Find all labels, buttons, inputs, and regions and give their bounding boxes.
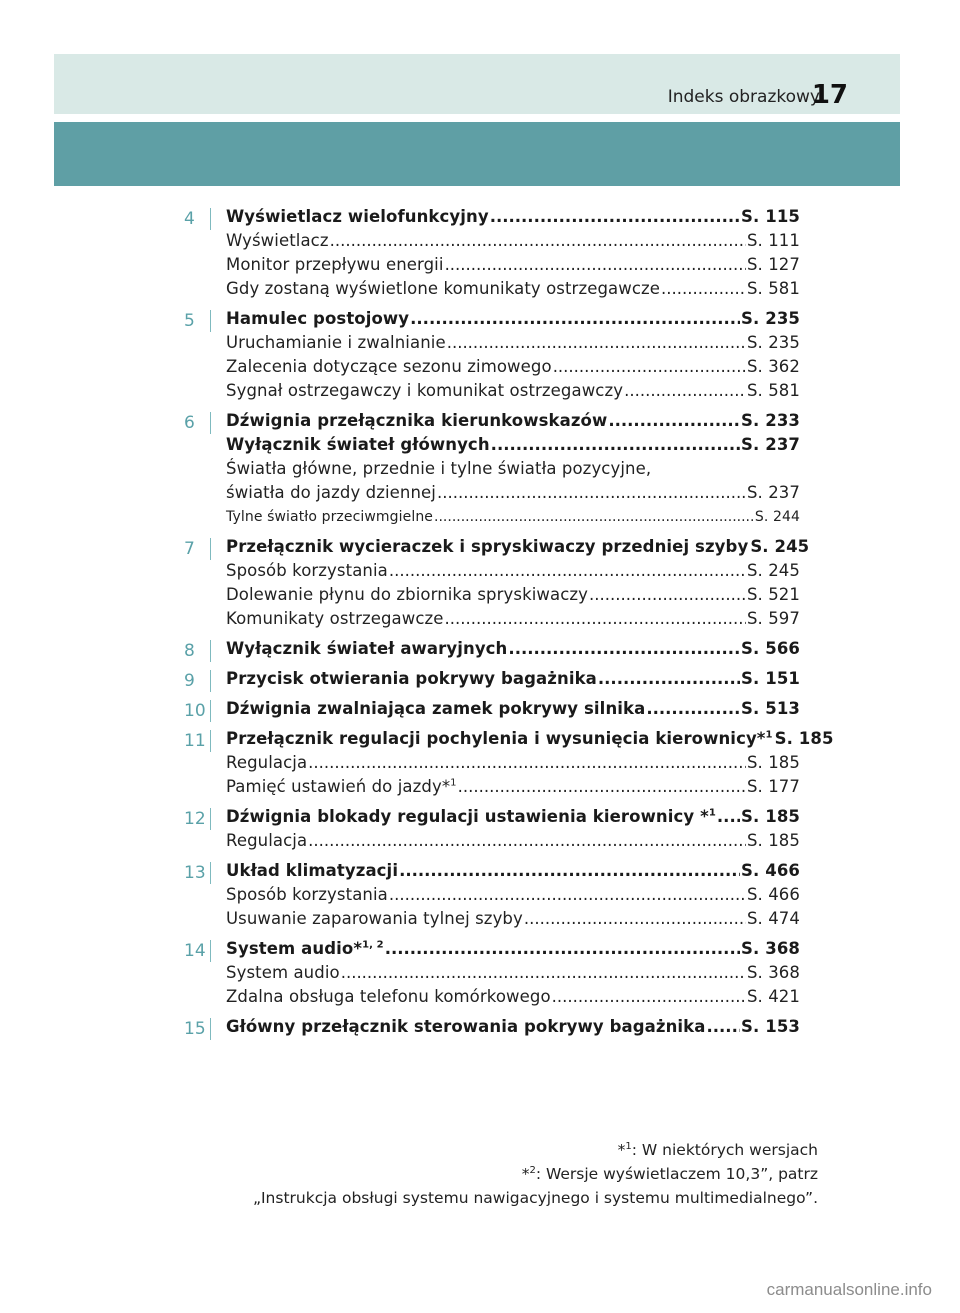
footnote-reference: 1 [708, 807, 716, 819]
entry-label-text: Hamulec postojowy [226, 309, 410, 328]
entry-label-text: Główny przełącznik sterowania pokrywy bagażnika [226, 1017, 706, 1036]
page-reference: S. 237 [746, 483, 800, 502]
leader-dots [552, 985, 746, 1009]
entry-number: 6 [184, 412, 211, 434]
entry-number: 13 [184, 862, 211, 884]
page-reference: S. 151 [741, 669, 800, 688]
page-reference: S. 597 [746, 609, 800, 628]
header-color-band [54, 122, 900, 186]
entry-label [226, 607, 444, 631]
entry-number: 12 [184, 808, 211, 830]
page-reference: S. 244 [754, 509, 800, 525]
index-entry [184, 535, 810, 631]
leader-dots [646, 697, 740, 721]
entry-label-text: Sposób korzystania [226, 885, 388, 904]
leader-dots [458, 775, 746, 799]
page-reference: S. 111 [746, 231, 800, 250]
entry-subitem-row [190, 751, 800, 775]
leader-dots [308, 751, 746, 775]
leader-dots [341, 961, 746, 985]
leader-dots [508, 637, 740, 661]
entry-subitem-row [190, 331, 800, 355]
page-reference: S. 237 [741, 435, 800, 454]
leader-dots [308, 829, 746, 853]
leader-dots [491, 433, 740, 457]
page-reference: S. 185 [746, 753, 800, 772]
entry-heading-row [190, 805, 800, 829]
entry-label-text: Tylne światło przeciwmgielne [226, 509, 434, 525]
entry-label-text: Wyłącznik świateł głównych [226, 435, 490, 454]
leader-dots [598, 667, 740, 691]
entry-heading-row [190, 1015, 800, 1039]
leader-dots [445, 253, 746, 277]
entry-label [226, 229, 329, 253]
entry-label [226, 253, 444, 277]
entry-heading-row [190, 535, 810, 559]
entry-label-text: Wyświetlacz wielofunkcyjny [226, 207, 489, 226]
entry-label [226, 1015, 706, 1039]
page-reference: S. 421 [746, 987, 800, 1006]
entry-label-text: Komunikaty ostrzegawcze [226, 609, 444, 628]
entry-label [226, 409, 607, 433]
entry-label [226, 355, 552, 379]
index-entry [184, 667, 800, 691]
footnote-reference: 1 [765, 729, 773, 741]
entry-subitem-row [190, 607, 800, 631]
leader-dots [447, 331, 746, 355]
entry-label [226, 883, 388, 907]
entry-subitem-row [190, 829, 800, 853]
watermark: carmanualsonline.info [766, 1280, 932, 1299]
entry-number: 14 [184, 940, 211, 962]
entry-number: 15 [184, 1018, 211, 1040]
page-reference: S. 368 [741, 939, 800, 958]
entry-label [226, 205, 489, 229]
entry-subitem-row [190, 457, 800, 481]
entry-label [226, 727, 773, 751]
entry-label [226, 697, 645, 721]
index-entry [184, 937, 800, 1009]
page-reference: S. 521 [746, 585, 800, 604]
entry-label-text: Uruchamianie i zwalnianie [226, 333, 446, 352]
entry-number: 10 [184, 700, 211, 722]
footnote-reference: 1, 2 [362, 939, 384, 951]
entry-subitem-row [190, 775, 800, 799]
footnote-2-continuation: „Instrukcja obsługi systemu nawigacyjnego i systemu multimedialnego”. [252, 1189, 818, 1207]
entry-label-text: Monitor przepływu energii [226, 255, 444, 274]
index-entry [184, 637, 800, 661]
entry-heading-row [190, 697, 800, 721]
page-reference: S. 368 [746, 963, 800, 982]
leader-dots [399, 859, 740, 883]
entry-number: 7 [184, 538, 211, 560]
entry-label [226, 433, 490, 457]
leader-dots [490, 205, 740, 229]
page-reference: S. 235 [741, 309, 800, 328]
entry-label [226, 331, 446, 355]
page-reference: S. 466 [741, 861, 800, 880]
entry-label-text: Regulacja [226, 753, 308, 772]
entry-number: 5 [184, 310, 211, 332]
entry-label [226, 637, 507, 661]
page-reference: S. 581 [746, 279, 800, 298]
entry-label-text: Zalecenia dotyczące sezonu zimowego [226, 357, 552, 376]
page-reference: S. 474 [746, 909, 800, 928]
entry-label-text: Układ klimatyzacji [226, 861, 399, 880]
entry-heading-row [190, 307, 800, 331]
index-entry [184, 409, 800, 529]
leader-dots [434, 505, 754, 529]
leader-dots [553, 355, 746, 379]
entry-subitem-row [190, 277, 800, 301]
leader-dots [624, 379, 746, 403]
entry-label [226, 667, 597, 691]
page-reference: S. 185 [741, 807, 800, 826]
entry-subitem-row [190, 253, 800, 277]
entry-label [226, 535, 748, 559]
leader-dots [661, 277, 746, 301]
leader-dots [437, 481, 746, 505]
page-reference: S. 185 [746, 831, 800, 850]
entry-label-text: Wyświetlacz [226, 231, 329, 250]
page-reference: S. 362 [746, 357, 800, 376]
leader-dots [707, 1015, 741, 1039]
index-entry [184, 307, 800, 403]
entry-label [226, 583, 588, 607]
entry-label [226, 859, 398, 883]
index-entry [184, 1015, 800, 1039]
entry-label-text: Przełącznik regulacji pochylenia i wysunięcia kierownicy* [226, 729, 766, 748]
entry-heading-row [190, 727, 834, 751]
entry-label-text: Regulacja [226, 831, 308, 850]
entry-subitem-row [190, 907, 800, 931]
index-entry [184, 205, 800, 301]
page-reference: S. 581 [746, 381, 800, 400]
entry-label-text: światła do jazdy dziennej [226, 483, 436, 502]
footnote-reference: 1 [450, 777, 457, 789]
entry-heading-row [190, 409, 800, 433]
entry-label [226, 751, 307, 775]
leader-dots [717, 805, 740, 829]
entry-subitem-row [190, 229, 800, 253]
leader-dots [389, 559, 746, 583]
page-reference: S. 185 [774, 729, 834, 748]
entry-number: 9 [184, 670, 211, 692]
page-reference: S. 235 [746, 333, 800, 352]
entry-label [226, 481, 436, 505]
entry-label-text: Sygnał ostrzegawczy i komunikat ostrzegawczy [226, 381, 624, 400]
entry-heading-row [190, 637, 800, 661]
page-reference: S. 115 [741, 207, 800, 226]
entry-label [226, 459, 651, 478]
leader-dots [608, 409, 740, 433]
entry-label-text: Światła główne, przednie i tylne światła pozycyjne, [226, 459, 652, 478]
leader-dots [524, 907, 746, 931]
entry-subitem-row [190, 985, 800, 1009]
entry-label-text: Zdalna obsługa telefonu komórkowego [226, 987, 551, 1006]
entry-subitem-row [190, 355, 800, 379]
page-reference: S. 127 [746, 255, 800, 274]
entry-label-text: Przełącznik wycieraczek i spryskiwaczy przedniej szyby [226, 537, 749, 556]
footnote-1: *$^1$: W niektórych wersjach [617, 1140, 818, 1159]
entry-subitem-row [190, 559, 800, 583]
entry-label [226, 985, 551, 1009]
index-entry [184, 697, 800, 721]
entry-label-text: Dźwignia blokady regulacji ustawienia kierownicy * [226, 807, 709, 826]
index-entry [184, 805, 800, 853]
footnote-2: *$^2$: Wersje wyświetlaczem 10,3”, patrz [521, 1164, 818, 1183]
page-reference: S. 466 [746, 885, 800, 904]
entry-number: 4 [184, 208, 211, 230]
leader-dots [410, 307, 740, 331]
entry-label-text: Przycisk otwierania pokrywy bagażnika [226, 669, 597, 688]
entry-label [226, 829, 307, 853]
entry-heading-row [190, 205, 800, 229]
entry-subitem-row [190, 583, 800, 607]
entry-label-text: Dźwignia przełącznika kierunkowskazów [226, 411, 608, 430]
section-title: Indeks obrazkowy [667, 87, 820, 107]
page-reference: S. 153 [741, 1017, 800, 1036]
entry-subitem-row [190, 505, 800, 529]
page-reference: S. 245 [746, 561, 800, 580]
entry-label [226, 937, 384, 961]
entry-label-text: Gdy zostaną wyświetlone komunikaty ostrzegawcze [226, 279, 661, 298]
entry-label [226, 505, 433, 529]
index-entry [184, 859, 800, 931]
entry-heading-row [190, 667, 800, 691]
entry-subitem-row [190, 883, 800, 907]
entry-label [226, 775, 457, 799]
index-entries [184, 205, 834, 1045]
footnotes [253, 1138, 818, 1210]
entry-label [226, 307, 409, 331]
entry-number: 8 [184, 640, 211, 662]
entry-label-text: Sposób korzystania [226, 561, 388, 580]
entry-number: 11 [184, 730, 211, 752]
page-reference: S. 245 [750, 537, 810, 556]
entry-label [226, 379, 623, 403]
leader-dots [330, 229, 746, 253]
entry-heading-row [190, 859, 800, 883]
index-entry [184, 727, 834, 799]
leader-dots [589, 583, 746, 607]
leader-dots [445, 607, 746, 631]
page-reference: S. 566 [741, 639, 800, 658]
entry-label-text: Usuwanie zaparowania tylnej szyby [226, 909, 523, 928]
entry-label [226, 277, 660, 301]
entry-label [226, 907, 523, 931]
entry-label-text: Dolewanie płynu do zbiornika spryskiwaczy [226, 585, 589, 604]
page-reference: S. 233 [741, 411, 800, 430]
entry-label [226, 559, 388, 583]
entry-label [226, 805, 716, 829]
entry-label-text: Dźwignia zwalniająca zamek pokrywy silnika [226, 699, 646, 718]
entry-subitem-row [190, 481, 800, 505]
entry-label-text: Wyłącznik świateł awaryjnych [226, 639, 508, 658]
entry-label-text: System audio* [226, 939, 363, 958]
entry-label-text: Pamięć ustawień do jazdy* [226, 777, 451, 796]
entry-label [226, 961, 340, 985]
entry-label-text: System audio [226, 963, 340, 982]
page-reference: S. 513 [741, 699, 800, 718]
entry-heading-row [190, 937, 800, 961]
leader-dots [385, 937, 740, 961]
leader-dots [389, 883, 746, 907]
page-number: 17 [811, 80, 848, 110]
page-reference: S. 177 [746, 777, 800, 796]
entry-heading-row [190, 433, 800, 457]
entry-subitem-row [190, 961, 800, 985]
entry-subitem-row [190, 379, 800, 403]
